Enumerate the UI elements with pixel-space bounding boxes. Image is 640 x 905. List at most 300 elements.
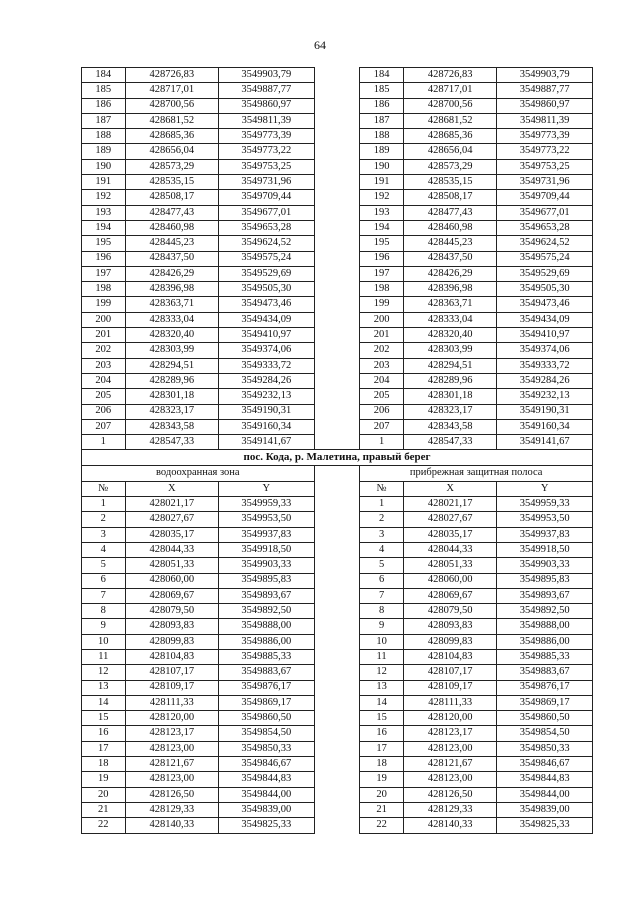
point-number: 2 <box>82 512 126 527</box>
table-row <box>82 772 593 787</box>
coord-y: 3549887,77 <box>219 83 315 98</box>
coord-y: 3549374,06 <box>497 343 593 358</box>
coord-x: 428123,17 <box>125 726 218 741</box>
coord-x: 428035,17 <box>403 527 496 542</box>
point-number: 184 <box>360 68 404 83</box>
point-number: 204 <box>360 373 404 388</box>
point-number: 8 <box>360 604 404 619</box>
coord-y: 3549284,26 <box>497 373 593 388</box>
coord-y: 3549883,67 <box>219 665 315 680</box>
point-number: 12 <box>360 665 404 680</box>
coord-x: 428717,01 <box>125 83 218 98</box>
coordinates-table <box>81 67 593 834</box>
coord-y: 3549410,97 <box>219 328 315 343</box>
coord-y: 3549773,22 <box>219 144 315 159</box>
coord-y: 3549888,00 <box>497 619 593 634</box>
point-number: 198 <box>82 282 126 297</box>
coord-y: 3549160,34 <box>497 419 593 434</box>
coord-x: 428477,43 <box>125 205 218 220</box>
header-x: X <box>403 481 496 496</box>
gap-cell <box>314 558 360 573</box>
coord-x: 428685,36 <box>125 129 218 144</box>
coord-x: 428681,52 <box>403 113 496 128</box>
table-row <box>82 619 593 634</box>
coord-x: 428547,33 <box>403 435 496 450</box>
gap-cell <box>314 328 360 343</box>
table-row <box>82 741 593 756</box>
coord-x: 428123,00 <box>125 772 218 787</box>
coord-x: 428027,67 <box>125 512 218 527</box>
coord-y: 3549888,00 <box>219 619 315 634</box>
block1-body <box>82 68 593 450</box>
coord-y: 3549160,34 <box>219 419 315 434</box>
table-row <box>82 634 593 649</box>
coord-x: 428111,33 <box>125 695 218 710</box>
point-number: 190 <box>360 159 404 174</box>
point-number: 5 <box>82 558 126 573</box>
point-number: 193 <box>360 205 404 220</box>
coord-y: 3549876,17 <box>497 680 593 695</box>
gap-cell <box>314 604 360 619</box>
point-number: 196 <box>82 251 126 266</box>
coord-x: 428681,52 <box>125 113 218 128</box>
gap-cell <box>314 757 360 772</box>
coord-x: 428044,33 <box>125 542 218 557</box>
coord-y: 3549918,50 <box>497 542 593 557</box>
point-number: 7 <box>360 588 404 603</box>
coord-x: 428573,29 <box>125 159 218 174</box>
coord-x: 428121,67 <box>403 757 496 772</box>
point-number: 19 <box>360 772 404 787</box>
table-row <box>82 297 593 312</box>
point-number: 17 <box>360 741 404 756</box>
point-number: 1 <box>360 497 404 512</box>
coord-y: 3549846,67 <box>497 757 593 772</box>
coord-x: 428069,67 <box>403 588 496 603</box>
coord-y: 3549860,97 <box>219 98 315 113</box>
point-number: 198 <box>360 282 404 297</box>
coord-y: 3549953,50 <box>497 512 593 527</box>
gap-cell <box>314 649 360 664</box>
coord-y: 3549434,09 <box>219 312 315 327</box>
coord-x: 428363,71 <box>125 297 218 312</box>
coord-x: 428123,17 <box>403 726 496 741</box>
point-number: 15 <box>82 711 126 726</box>
gap-cell <box>314 205 360 220</box>
point-number: 185 <box>82 83 126 98</box>
gap-cell <box>314 129 360 144</box>
coord-x: 428289,96 <box>125 373 218 388</box>
point-number: 199 <box>82 297 126 312</box>
coord-x: 428573,29 <box>403 159 496 174</box>
coord-x: 428093,83 <box>403 619 496 634</box>
coord-y: 3549844,83 <box>219 772 315 787</box>
coord-x: 428333,04 <box>403 312 496 327</box>
gap-cell <box>314 175 360 190</box>
coord-x: 428320,40 <box>403 328 496 343</box>
coord-x: 428508,17 <box>125 190 218 205</box>
table-row <box>82 389 593 404</box>
coord-y: 3549886,00 <box>219 634 315 649</box>
coord-y: 3549773,39 <box>497 129 593 144</box>
table-row <box>82 98 593 113</box>
coord-y: 3549885,33 <box>219 649 315 664</box>
coord-y: 3549825,33 <box>497 818 593 833</box>
table-row <box>82 680 593 695</box>
point-number: 20 <box>82 787 126 802</box>
coord-x: 428426,29 <box>125 266 218 281</box>
coord-y: 3549895,83 <box>497 573 593 588</box>
point-number: 22 <box>360 818 404 833</box>
coord-y: 3549434,09 <box>497 312 593 327</box>
gap-cell <box>314 802 360 817</box>
point-number: 187 <box>82 113 126 128</box>
point-number: 2 <box>360 512 404 527</box>
coord-x: 428294,51 <box>125 358 218 373</box>
coord-y: 3549903,33 <box>497 558 593 573</box>
gap-cell <box>314 588 360 603</box>
coord-x: 428109,17 <box>125 680 218 695</box>
gap-cell <box>314 297 360 312</box>
point-number: 194 <box>82 220 126 235</box>
gap-cell <box>314 144 360 159</box>
point-number: 15 <box>360 711 404 726</box>
coord-y: 3549575,24 <box>219 251 315 266</box>
point-number: 6 <box>360 573 404 588</box>
coord-x: 428685,36 <box>403 129 496 144</box>
point-number: 186 <box>360 98 404 113</box>
gap-cell <box>314 665 360 680</box>
coord-y: 3549333,72 <box>219 358 315 373</box>
point-number: 1 <box>360 435 404 450</box>
coord-y: 3549893,67 <box>219 588 315 603</box>
coord-y: 3549850,33 <box>219 741 315 756</box>
point-number: 201 <box>82 328 126 343</box>
coord-x: 428120,00 <box>125 711 218 726</box>
coord-x: 428140,33 <box>403 818 496 833</box>
point-number: 20 <box>360 787 404 802</box>
coord-y: 3549860,50 <box>497 711 593 726</box>
coord-x: 428111,33 <box>403 695 496 710</box>
coord-y: 3549854,50 <box>219 726 315 741</box>
coord-x: 428477,43 <box>403 205 496 220</box>
coord-y: 3549190,31 <box>497 404 593 419</box>
coord-x: 428107,17 <box>403 665 496 680</box>
point-number: 16 <box>360 726 404 741</box>
point-number: 11 <box>360 649 404 664</box>
coord-x: 428445,23 <box>403 236 496 251</box>
table-row <box>82 757 593 772</box>
coord-x: 428126,50 <box>403 787 496 802</box>
coord-x: 428301,18 <box>125 389 218 404</box>
gap-cell <box>314 190 360 205</box>
point-number: 205 <box>82 389 126 404</box>
coord-x: 428508,17 <box>403 190 496 205</box>
coord-x: 428079,50 <box>125 604 218 619</box>
coord-y: 3549959,33 <box>497 497 593 512</box>
point-number: 13 <box>82 680 126 695</box>
header-number: № <box>82 481 126 496</box>
point-number: 11 <box>82 649 126 664</box>
coord-y: 3549811,39 <box>497 113 593 128</box>
coord-x: 428060,00 <box>125 573 218 588</box>
point-number: 1 <box>82 497 126 512</box>
point-number: 16 <box>82 726 126 741</box>
table-row <box>82 266 593 281</box>
coord-y: 3549753,25 <box>497 159 593 174</box>
point-number: 195 <box>82 236 126 251</box>
table-row <box>82 695 593 710</box>
gap-cell <box>314 634 360 649</box>
coord-y: 3549886,00 <box>497 634 593 649</box>
coord-y: 3549624,52 <box>219 236 315 251</box>
table-row <box>82 604 593 619</box>
table-row <box>82 558 593 573</box>
gap-cell <box>314 573 360 588</box>
coord-x: 428121,67 <box>125 757 218 772</box>
gap-cell <box>314 404 360 419</box>
table-row <box>82 818 593 833</box>
coord-y: 3549677,01 <box>219 205 315 220</box>
point-number: 187 <box>360 113 404 128</box>
coord-y: 3549773,22 <box>497 144 593 159</box>
point-number: 9 <box>82 619 126 634</box>
coord-y: 3549731,96 <box>219 175 315 190</box>
coord-y: 3549284,26 <box>219 373 315 388</box>
coord-x: 428460,98 <box>403 220 496 235</box>
point-number: 3 <box>82 527 126 542</box>
coord-y: 3549333,72 <box>497 358 593 373</box>
coord-y: 3549529,69 <box>497 266 593 281</box>
coord-x: 428343,58 <box>125 419 218 434</box>
coord-y: 3549953,50 <box>219 512 315 527</box>
coord-y: 3549473,46 <box>219 297 315 312</box>
gap-cell <box>314 818 360 833</box>
point-number: 205 <box>360 389 404 404</box>
coord-x: 428343,58 <box>403 419 496 434</box>
coord-x: 428717,01 <box>403 83 496 98</box>
table-row <box>82 312 593 327</box>
coord-x: 428437,50 <box>403 251 496 266</box>
point-number: 193 <box>82 205 126 220</box>
header-y: Y <box>497 481 593 496</box>
coord-x: 428289,96 <box>403 373 496 388</box>
coord-x: 428323,17 <box>403 404 496 419</box>
gap-cell <box>314 787 360 802</box>
coord-y: 3549937,83 <box>219 527 315 542</box>
point-number: 5 <box>360 558 404 573</box>
gap-cell <box>314 695 360 710</box>
table-row <box>82 343 593 358</box>
point-number: 6 <box>82 573 126 588</box>
coord-y: 3549869,17 <box>219 695 315 710</box>
gap-cell <box>314 389 360 404</box>
table-row <box>82 83 593 98</box>
coord-y: 3549869,17 <box>497 695 593 710</box>
point-number: 21 <box>82 802 126 817</box>
coord-x: 428051,33 <box>403 558 496 573</box>
coord-x: 428079,50 <box>403 604 496 619</box>
point-number: 12 <box>82 665 126 680</box>
coord-y: 3549624,52 <box>497 236 593 251</box>
column-header-row <box>82 481 593 496</box>
point-number: 207 <box>82 419 126 434</box>
table-row <box>82 328 593 343</box>
table-row <box>82 419 593 434</box>
coord-x: 428104,83 <box>125 649 218 664</box>
table-row <box>82 113 593 128</box>
gap-cell <box>314 358 360 373</box>
table-row <box>82 144 593 159</box>
gap-cell <box>314 236 360 251</box>
point-number: 197 <box>360 266 404 281</box>
coord-x: 428120,00 <box>403 711 496 726</box>
gap-cell <box>314 343 360 358</box>
table-row <box>82 220 593 235</box>
point-number: 18 <box>82 757 126 772</box>
coord-y: 3549892,50 <box>497 604 593 619</box>
header-y: Y <box>219 481 315 496</box>
coord-y: 3549473,46 <box>497 297 593 312</box>
gap-cell <box>314 282 360 297</box>
coord-x: 428396,98 <box>403 282 496 297</box>
gap-cell <box>314 68 360 83</box>
point-number: 185 <box>360 83 404 98</box>
gap-cell <box>314 466 360 481</box>
subsection-title-row <box>82 466 593 481</box>
table-row <box>82 205 593 220</box>
table-row <box>82 497 593 512</box>
point-number: 10 <box>82 634 126 649</box>
coord-x: 428126,50 <box>125 787 218 802</box>
coord-x: 428437,50 <box>125 251 218 266</box>
right-subsection-title: прибрежная защитная полоса <box>360 466 593 481</box>
coord-x: 428123,00 <box>403 772 496 787</box>
point-number: 203 <box>360 358 404 373</box>
table-row <box>82 68 593 83</box>
coord-y: 3549883,67 <box>497 665 593 680</box>
coord-x: 428700,56 <box>403 98 496 113</box>
point-number: 203 <box>82 358 126 373</box>
table-row <box>82 665 593 680</box>
table-row <box>82 649 593 664</box>
table-row <box>82 190 593 205</box>
coord-y: 3549731,96 <box>497 175 593 190</box>
coord-x: 428129,33 <box>403 802 496 817</box>
coord-x: 428396,98 <box>125 282 218 297</box>
point-number: 188 <box>360 129 404 144</box>
block2-body <box>82 497 593 834</box>
point-number: 191 <box>360 175 404 190</box>
coord-y: 3549575,24 <box>497 251 593 266</box>
point-number: 188 <box>82 129 126 144</box>
coord-x: 428535,15 <box>403 175 496 190</box>
coord-x: 428021,17 <box>403 497 496 512</box>
point-number: 201 <box>360 328 404 343</box>
point-number: 14 <box>82 695 126 710</box>
coord-y: 3549825,33 <box>219 818 315 833</box>
point-number: 196 <box>360 251 404 266</box>
gap-cell <box>314 419 360 434</box>
coord-y: 3549410,97 <box>497 328 593 343</box>
point-number: 189 <box>82 144 126 159</box>
coord-x: 428099,83 <box>125 634 218 649</box>
point-number: 192 <box>82 190 126 205</box>
point-number: 200 <box>360 312 404 327</box>
gap-cell <box>314 527 360 542</box>
coord-x: 428099,83 <box>403 634 496 649</box>
point-number: 204 <box>82 373 126 388</box>
coord-y: 3549773,39 <box>219 129 315 144</box>
point-number: 19 <box>82 772 126 787</box>
coord-x: 428123,00 <box>403 741 496 756</box>
point-number: 192 <box>360 190 404 205</box>
point-number: 4 <box>82 542 126 557</box>
coord-y: 3549844,00 <box>497 787 593 802</box>
coord-y: 3549895,83 <box>219 573 315 588</box>
coord-y: 3549860,97 <box>497 98 593 113</box>
section-header <box>82 450 593 497</box>
gap-cell <box>314 312 360 327</box>
point-number: 206 <box>82 404 126 419</box>
coord-x: 428107,17 <box>125 665 218 680</box>
coord-y: 3549232,13 <box>497 389 593 404</box>
coord-y: 3549918,50 <box>219 542 315 557</box>
gap-cell <box>314 159 360 174</box>
gap-cell <box>314 251 360 266</box>
coord-y: 3549887,77 <box>497 83 593 98</box>
coord-x: 428035,17 <box>125 527 218 542</box>
coord-y: 3549505,30 <box>219 282 315 297</box>
coord-y: 3549653,28 <box>219 220 315 235</box>
point-number: 190 <box>82 159 126 174</box>
coord-x: 428726,83 <box>403 68 496 83</box>
table-row <box>82 588 593 603</box>
table-row <box>82 282 593 297</box>
coord-x: 428535,15 <box>125 175 218 190</box>
coord-y: 3549937,83 <box>497 527 593 542</box>
coord-x: 428656,04 <box>125 144 218 159</box>
coord-y: 3549903,33 <box>219 558 315 573</box>
coord-y: 3549860,50 <box>219 711 315 726</box>
coord-x: 428656,04 <box>403 144 496 159</box>
coord-x: 428363,71 <box>403 297 496 312</box>
coord-x: 428303,99 <box>403 343 496 358</box>
point-number: 10 <box>360 634 404 649</box>
point-number: 1 <box>82 435 126 450</box>
coord-x: 428320,40 <box>125 328 218 343</box>
page-number: 64 <box>314 38 326 52</box>
table-row <box>82 527 593 542</box>
gap-cell <box>314 435 360 450</box>
coord-y: 3549846,67 <box>219 757 315 772</box>
point-number: 8 <box>82 604 126 619</box>
gap-cell <box>314 83 360 98</box>
table-row <box>82 175 593 190</box>
coord-y: 3549677,01 <box>497 205 593 220</box>
coord-y: 3549844,00 <box>219 787 315 802</box>
coord-y: 3549876,17 <box>219 680 315 695</box>
table-row <box>82 159 593 174</box>
header-number: № <box>360 481 404 496</box>
coord-x: 428333,04 <box>125 312 218 327</box>
point-number: 3 <box>360 527 404 542</box>
header-x: X <box>125 481 218 496</box>
point-number: 189 <box>360 144 404 159</box>
table-row <box>82 404 593 419</box>
point-number: 202 <box>82 343 126 358</box>
coord-y: 3549653,28 <box>497 220 593 235</box>
